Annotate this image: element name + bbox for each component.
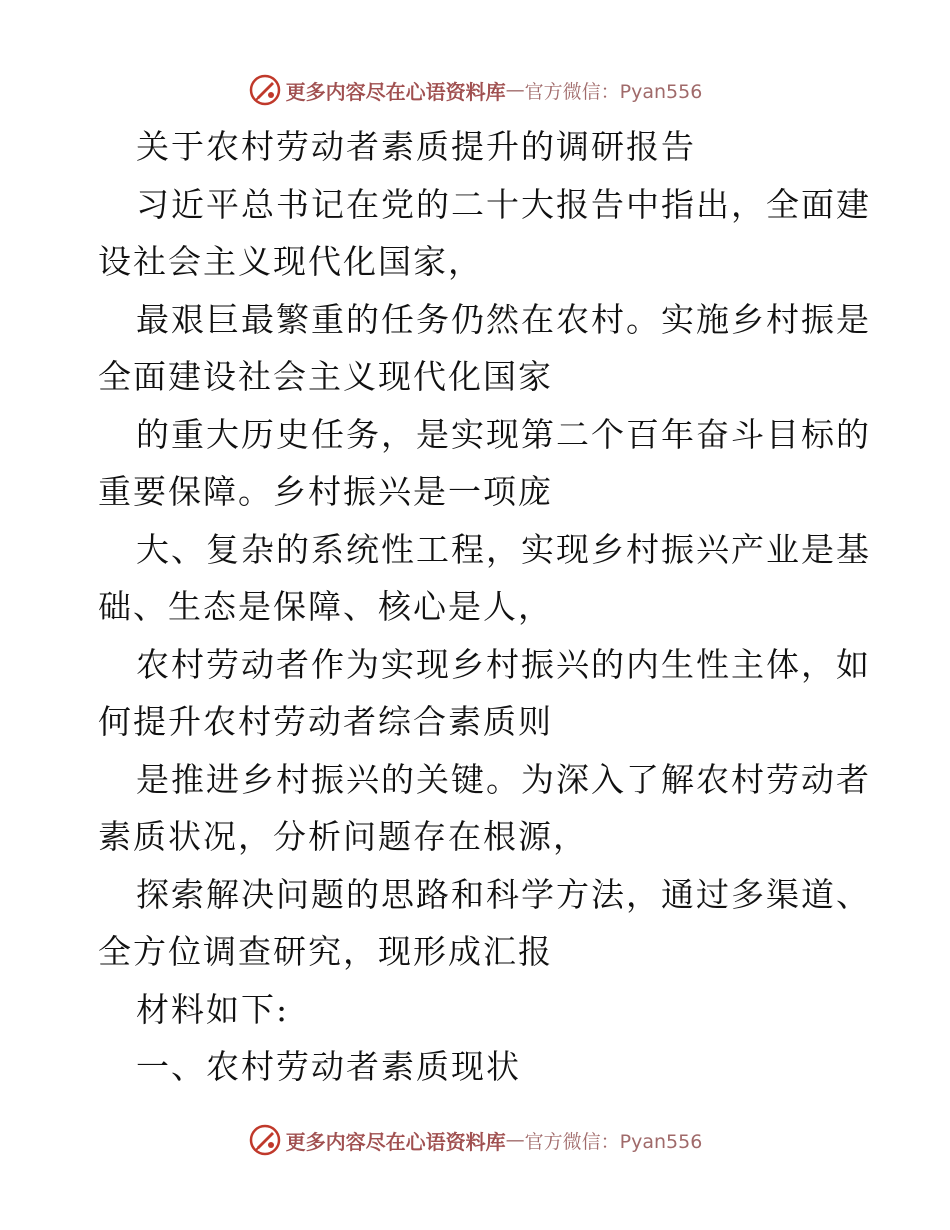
- watermark-site-name: 更多内容尽在心语资料库: [285, 79, 506, 104]
- text-line: 探索解决问题的思路和科学方法，通过多渠道、: [136, 874, 871, 914]
- watermark-wechat: 官方微信：Pyan556: [524, 1130, 703, 1153]
- text-line: 何提升农村劳动者综合素质则: [98, 702, 553, 741]
- text-line: 础、生态是保障、核心是人，: [98, 587, 553, 626]
- quill-seal-icon: [248, 73, 282, 107]
- footer-watermark: [0, 1120, 950, 1160]
- document-body: [98, 118, 871, 1096]
- watermark-dash: —: [505, 79, 525, 101]
- text-line: 一、农村劳动者素质现状: [136, 1047, 521, 1086]
- watermark-site-name: 更多内容尽在心语资料库: [285, 1129, 506, 1154]
- text-line: 的重大历史任务，是实现第二个百年奋斗目标的: [136, 414, 871, 454]
- watermark-dash: —: [505, 1129, 525, 1151]
- header-watermark: [0, 70, 950, 110]
- text-line: 大、复杂的系统性工程，实现乡村振兴产业是基: [136, 529, 871, 569]
- text-line: 农村劳动者作为实现乡村振兴的内生性主体，如: [136, 644, 871, 684]
- text-line: 重要保障。乡村振兴是一项庞: [98, 472, 553, 511]
- text-line: 全面建设社会主义现代化国家: [98, 357, 553, 396]
- text-line: 全方位调查研究，现形成汇报: [98, 932, 553, 971]
- text-line: 素质状况，分析问题存在根源，: [98, 817, 588, 856]
- text-line: 最艰巨最繁重的任务仍然在农村。实施乡村振是: [136, 299, 871, 339]
- text-line: 材料如下:: [136, 989, 290, 1029]
- text-line: 设社会主义现代化国家，: [98, 242, 483, 281]
- watermark-wechat: 官方微信：Pyan556: [524, 80, 703, 103]
- document-title: 关于农村劳动者素质提升的调研报告: [136, 127, 696, 166]
- text-line: 是推进乡村振兴的关键。为深入了解农村劳动者: [136, 759, 871, 799]
- quill-seal-icon: [248, 1123, 282, 1157]
- text-line: 习近平总书记在党的二十大报告中指出，全面建: [136, 184, 871, 224]
